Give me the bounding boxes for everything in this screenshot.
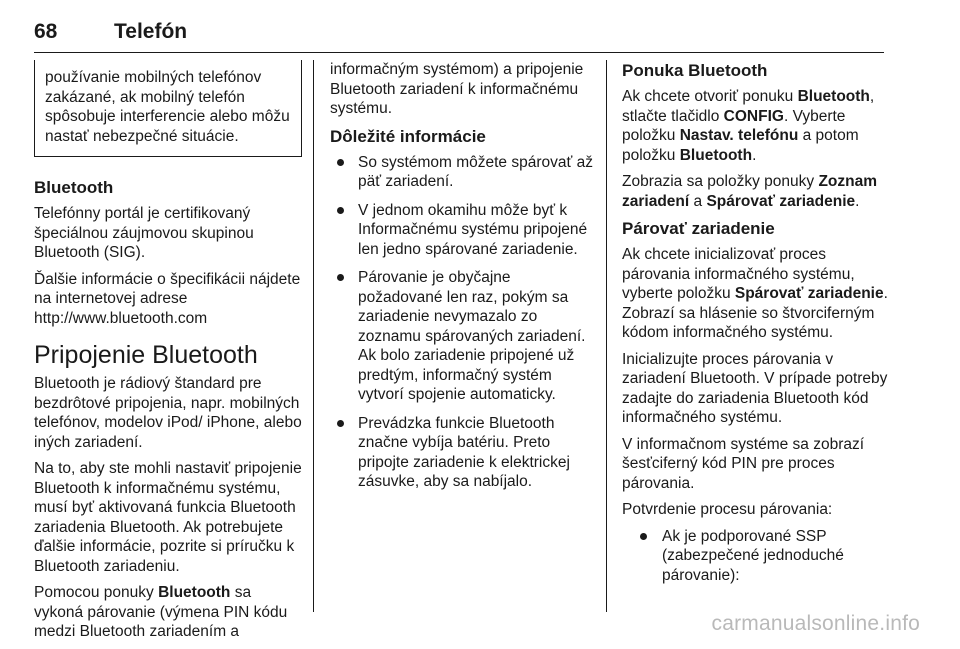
connection-paragraph-1: Bluetooth je rádiový štandard pre bezdrôtové pripojenia, napr. mobilných telefónov, modelov iPod/ iPhone, alebo iných zariadení. — [34, 375, 302, 451]
menu-term: Spárovať zariadenie — [706, 192, 856, 210]
bluetooth-paragraph-1: Telefónny portál je certifikovaný špeciálnou záujmovou skupinou Bluetooth (SIG). — [34, 205, 254, 261]
list-item — [330, 201, 595, 260]
important-info-heading: Dôležité informácie — [330, 126, 486, 146]
text-run: . Zobrazí sa hlásenie so štvorciferným kódom informačného systému. — [622, 285, 888, 341]
bluetooth-heading: Bluetooth — [34, 178, 114, 197]
list-item — [330, 268, 595, 405]
list-item — [330, 414, 595, 492]
page-number: 68 — [34, 20, 58, 43]
bullet-icon — [640, 533, 647, 540]
text-run: Ak chcete otvoriť ponuku — [622, 88, 798, 105]
column-2 — [330, 60, 595, 501]
column-divider-2 — [606, 60, 607, 612]
column-1 — [34, 60, 302, 649]
text-run: . Vyberte položku — [622, 107, 846, 144]
text-run: . — [752, 146, 757, 164]
text-run: a — [689, 192, 707, 210]
text-run: a potom položku — [622, 127, 859, 164]
bullet-icon — [337, 274, 344, 281]
pair-device-heading: Párovať zariadenie — [622, 219, 775, 238]
text-run: sa vykoná párovanie (výmena PIN kódu medzi Bluetooth zariadením a — [34, 584, 288, 640]
connection-heading: Pripojenie Bluetooth — [34, 341, 258, 369]
bullet-icon — [337, 420, 344, 427]
connection-paragraph-3 — [34, 583, 302, 642]
menu-term: Zoznam zariadení — [622, 173, 877, 210]
page-header — [34, 12, 884, 53]
warning-box — [34, 60, 302, 157]
menu-term: Bluetooth — [158, 584, 231, 601]
menu-term: Nastav. telefónu — [679, 127, 799, 144]
continuation-paragraph: informačným systémom) a pripojenie Bluetooth zariadení k informačnému systému. — [330, 61, 584, 117]
menu-term: Bluetooth — [797, 88, 870, 105]
warning-text: používanie mobilných telefónov zakázané, ak mobilný telefón spôsobuje interferencie alebo môžu nastať nebezpečné situácie. — [45, 69, 290, 145]
column-divider-1 — [313, 60, 314, 612]
text-run: . — [855, 192, 860, 210]
text-run: Pomocou ponuky — [34, 584, 159, 601]
text-run: Zobrazia sa položky ponuky — [622, 173, 819, 190]
text-run: Ak chcete inicializovať proces párovania informačného systému, vyberte položku — [622, 246, 855, 302]
connection-paragraph-2: Na to, aby ste mohli nastaviť pripojenie Bluetooth k informačnému systému, musí byť aktivovaná funkcia Bluetooth zariadenia Bluetooth. Ak potrebujete ďalšie informácie, pozrite si príručku k Bluetooth zariadeniu. — [34, 460, 302, 575]
list-item-text: Párovanie je obyčajne požadované len raz, pokým sa zariadenie nevymazalo zo zoznamu spárovaných zariadení. Ak bolo zariadenie pripojené už predtým, informačný systém vytvorí spojenie automaticky. — [358, 269, 586, 403]
list-item — [330, 153, 595, 192]
list-item-text: Prevádzka funkcie Bluetooth značne vybíja batériu. Preto pripojte zariadenie k elektrickej zásuvke, aby sa nabíjalo. — [358, 414, 570, 490]
menu-term: Bluetooth — [679, 146, 753, 164]
list-item-text: Ak je podporované SSP (zabezpečené jednoduché párovanie): — [662, 527, 844, 584]
list-item-text: So systémom môžete spárovať až päť zariadení. — [358, 153, 593, 190]
pair-paragraph-1 — [622, 245, 892, 343]
pair-paragraph-3: V informačnom systéme sa zobrazí šesťciferný kód PIN pre proces párovania. — [622, 435, 865, 492]
bluetooth-menu-heading: Ponuka Bluetooth — [622, 61, 768, 80]
button-term: CONFIG — [723, 107, 784, 125]
column-3 — [622, 60, 892, 594]
watermark: carmanualsonline.info — [711, 612, 920, 635]
menu-paragraph-2 — [622, 172, 892, 211]
bluetooth-paragraph-2: Ďalšie informácie o špecifikácii nájdete na internetovej adrese http://www.bluetooth.com — [34, 270, 301, 327]
menu-paragraph-1 — [622, 87, 892, 165]
bullet-icon — [337, 207, 344, 214]
important-info-list — [330, 153, 595, 492]
section-title: Telefón — [114, 20, 188, 43]
bullet-icon — [337, 159, 344, 166]
pair-paragraph-2: Inicializujte proces párovania v zariadení Bluetooth. V prípade potreby zadajte do zariadenia Bluetooth kód informačného systému. — [622, 350, 888, 426]
list-item-text: V jednom okamihu môže byť k Informačnému systému pripojené len jedno spárované zariadenie. — [358, 201, 588, 258]
pair-confirm-list — [622, 527, 892, 586]
text-run: , stlačte tlačidlo — [622, 88, 875, 125]
pair-paragraph-4: Potvrdenie procesu párovania: — [622, 501, 833, 518]
list-item — [632, 527, 892, 586]
menu-term: Spárovať zariadenie — [734, 285, 884, 302]
